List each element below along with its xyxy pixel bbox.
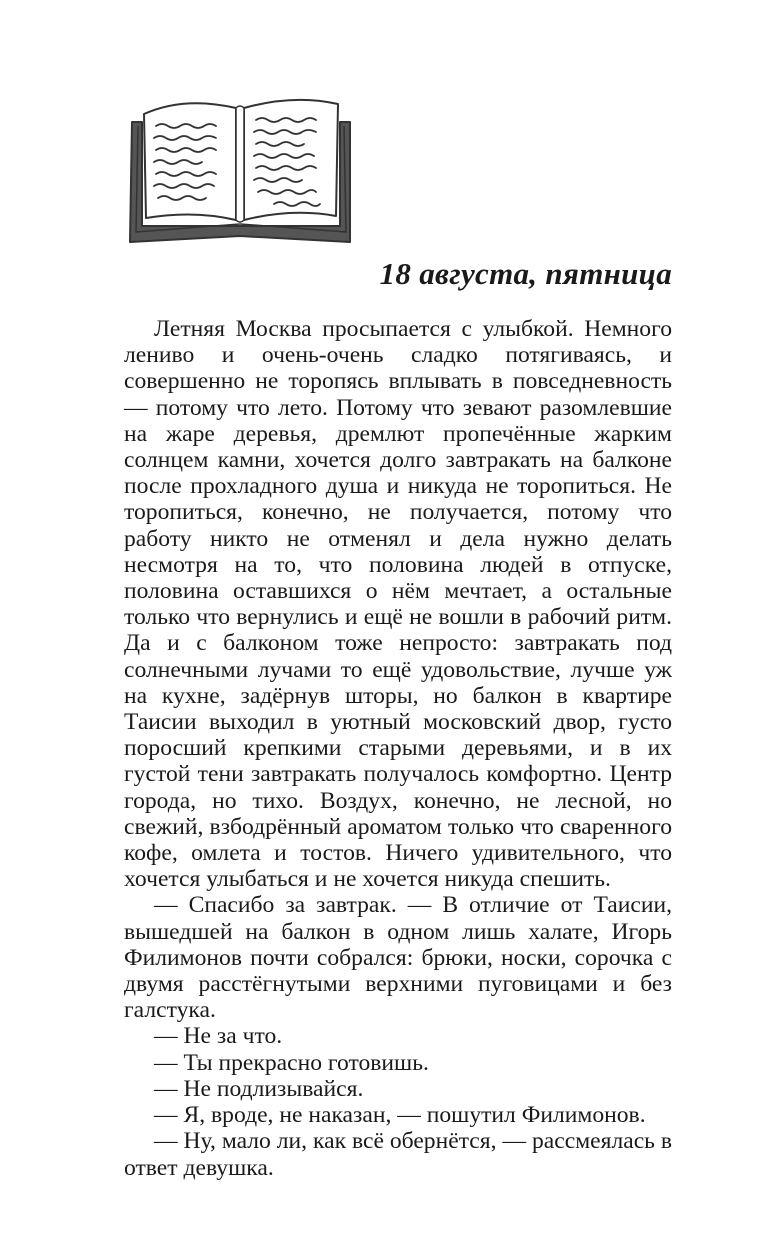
paragraph: — Ты прекрасно готовишь. [154, 1049, 429, 1076]
paragraph: Летняя Москва просыпается с улыбкой. Немного лениво и очень-очень сладко потягиваясь, и совершенно не торопясь вплывать в повседневность — потому что лето. Потому что зевают разомлевшие на жаре деревья, дремлют пропечённые жарким солнцем камни, хочется долго завтракать на балконе после прохладного душа и никуда не торопиться. Не торопиться, конечно, не получается, потому что работу никто не отменял и дела нужно делать несмотря на то, что половина людей в отпуске, половина оставшихся о нём мечтает, а остальные только что вернулись и ещё не вошли в рабочий ритм. Да и с балконом тоже непросто: завтракать под солнечными лучами то ещё удовольствие, лучше уж на кухне, задёрнув шторы, но балкон в квартире Таисии выходил в уютный московский двор, густо поросший крепкими старыми деревьями, и в их густой тени завтракать получалось комфортно. Центр города, но тихо. Воздух, конечно, не лесной, но свежий, взбодрённый ароматом только что сваренного кофе, омлета и тостов. Ничего удивительного, что хочется улыбаться и не хочется никуда спешить. [124, 316, 672, 893]
paragraph: — Я, вроде, не наказан, — пошутил Филимонов. [154, 1102, 646, 1129]
paragraph: — Ну, мало ли, как всё обернётся, — рассмеялась в ответ девушка. [124, 1128, 672, 1181]
paragraph: — Не за что. [154, 1023, 283, 1050]
paragraph: — Спасибо за завтрак. — В отличие от Таисии, вышедшей на балкон в одном лишь халате, Игорь Филимонов почти собрался: брюки, носки, сорочка с двумя расстёгнутыми верхними пуговицами и без галстука. [124, 892, 672, 1024]
open-book-icon [124, 86, 356, 250]
body-text [124, 316, 672, 1181]
paragraph: — Не подлизывайся. [154, 1075, 364, 1102]
chapter-date-heading: 18 августа, пятница [379, 256, 672, 291]
